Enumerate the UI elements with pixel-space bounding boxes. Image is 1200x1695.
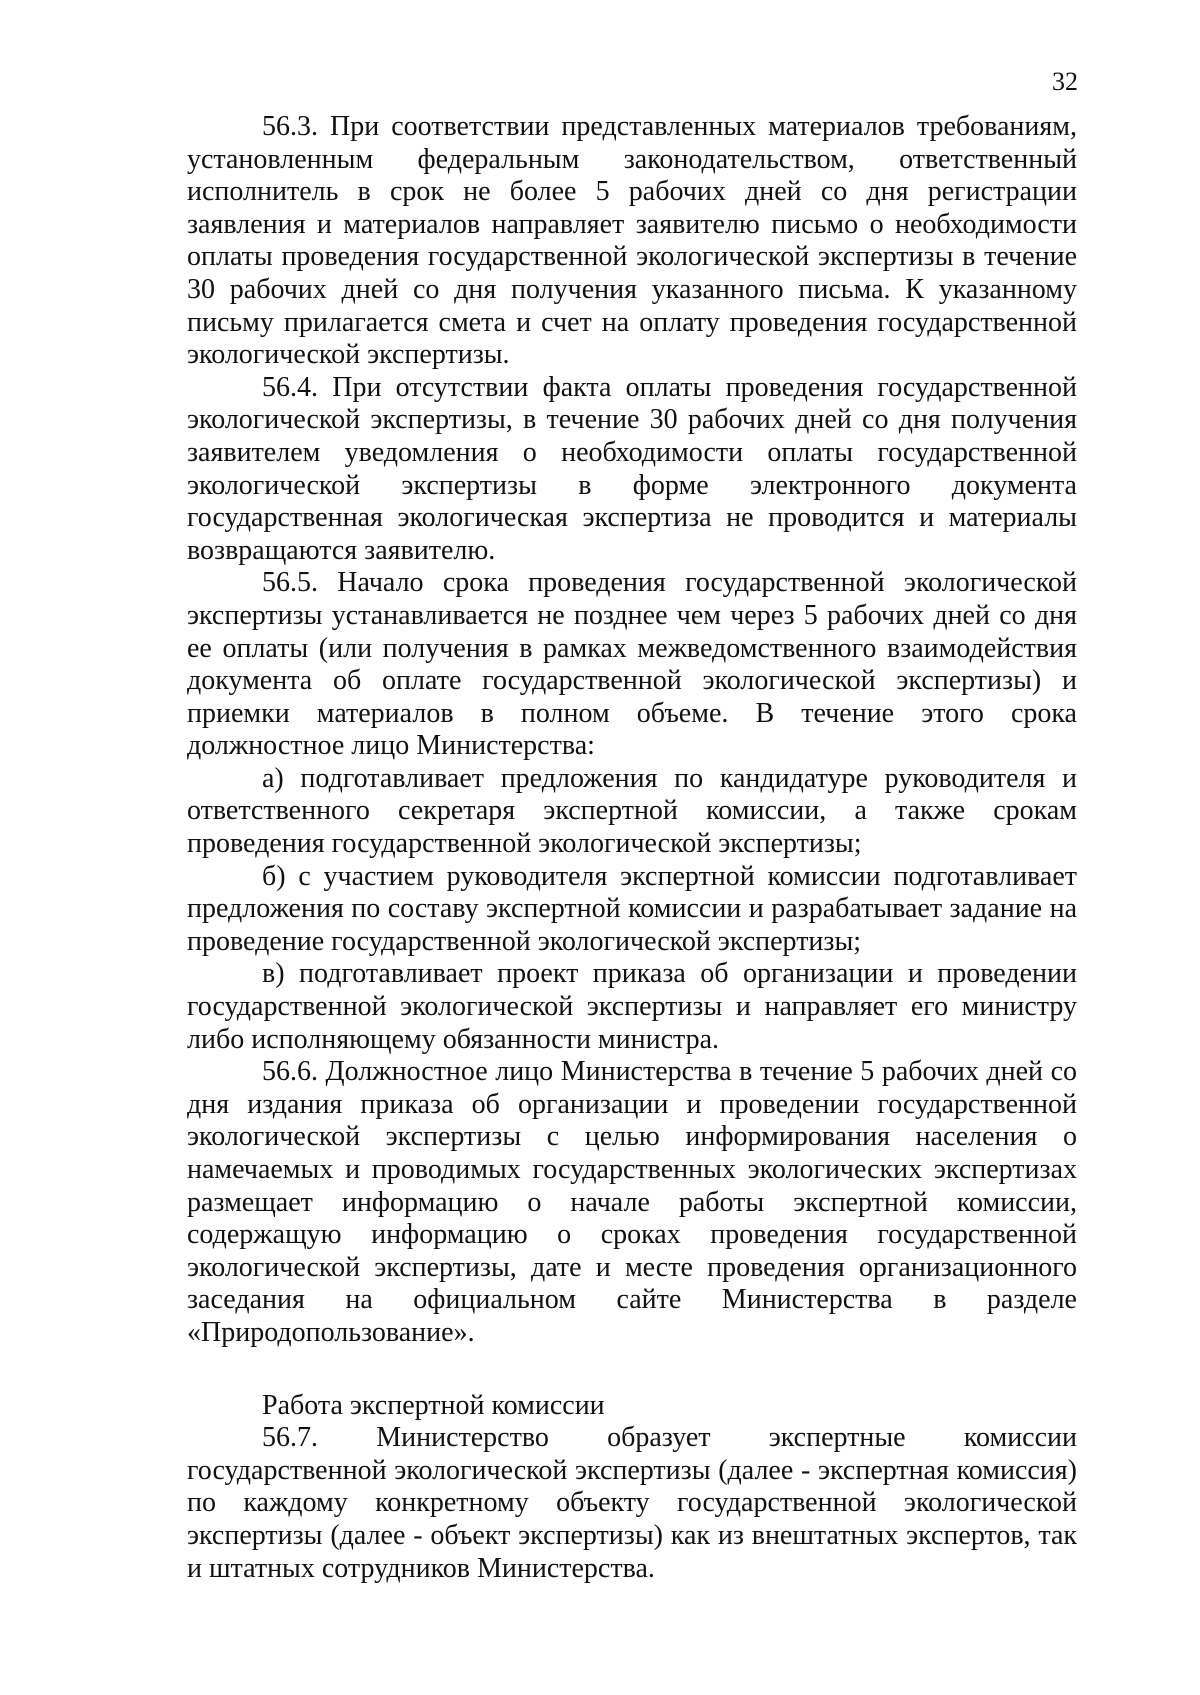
paragraph-56-3: 56.3. При соответствии представленных материалов требованиям, установленным федеральным законодательством, ответственный исполнитель в срок не более 5 рабочих дней со дня регистрации заявления и материалов направляет заявителю письмо о необходимости оплаты проведения государственной экологической экспертизы в течение 30 рабочих дней со дня получения указанного письма. К указанному письму прилагается смета и счет на оплату проведения государственной экологической экспертизы. <box>187 111 1077 371</box>
list-item-a: а) подготавливает предложения по кандидатуре руководителя и ответственного секретаря экспертной комиссии, а также срокам проведения государственной экологической экспертизы; <box>187 762 1077 860</box>
document-body <box>187 111 1077 1585</box>
list-item-b: б) с участием руководителя экспертной комиссии подготавливает предложения по составу экспертной комиссии и разрабатывает задание на проведение государственной экологической экспертизы; <box>187 860 1077 957</box>
page-number: 32 <box>1052 67 1078 96</box>
list-item-v: в) подготавливает проект приказа об организации и проведении государственной экологической экспертизы и направляет его министру либо исполняющему обязанности министра. <box>187 958 1077 1055</box>
section-heading: Работа экспертной комиссии <box>262 1389 605 1421</box>
paragraph-56-6: 56.6. Должностное лицо Министерства в течение 5 рабочих дней со дня издания приказа об организации и проведении государственной экологической экспертизы с целью информирования населения о намечаемых и проводимых государственных экологических экспертизах размещает информацию о начале работы экспертной комиссии, содержащую информацию о сроках проведения государственной экологической экспертизы, дате и месте проведения организационного заседания на официальном сайте Министерства в разделе «Природопользование». <box>187 1056 1077 1348</box>
paragraph-56-5: 56.5. Начало срока проведения государственной экологической экспертизы устанавливается не позднее чем через 5 рабочих дней со дня ее оплаты (или получения в рамках межведомственного взаимодействия документа об оплате государственной экологической экспертизы) и приемки материалов в полном объеме. В течение этого срока должностное лицо Министерства: <box>187 567 1077 762</box>
paragraph-56-7: 56.7. Министерство образует экспертные комиссии государственной экологической экспертизы (далее - экспертная комиссия) по каждому конкретному объекту государственной экологической экспертизы (далее - объект экспертизы) как из внештатных экспертов, так и штатных сотрудников Министерства. <box>187 1422 1077 1584</box>
paragraph-56-4: 56.4. При отсутствии факта оплаты проведения государственной экологической экспертизы, в течение 30 рабочих дней со дня получения заявителем уведомления о необходимости оплаты государственной экологической экспертизы в форме электронного документа государственная экологическая экспертиза не проводится и материалы возвращаются заявителю. <box>187 371 1077 566</box>
